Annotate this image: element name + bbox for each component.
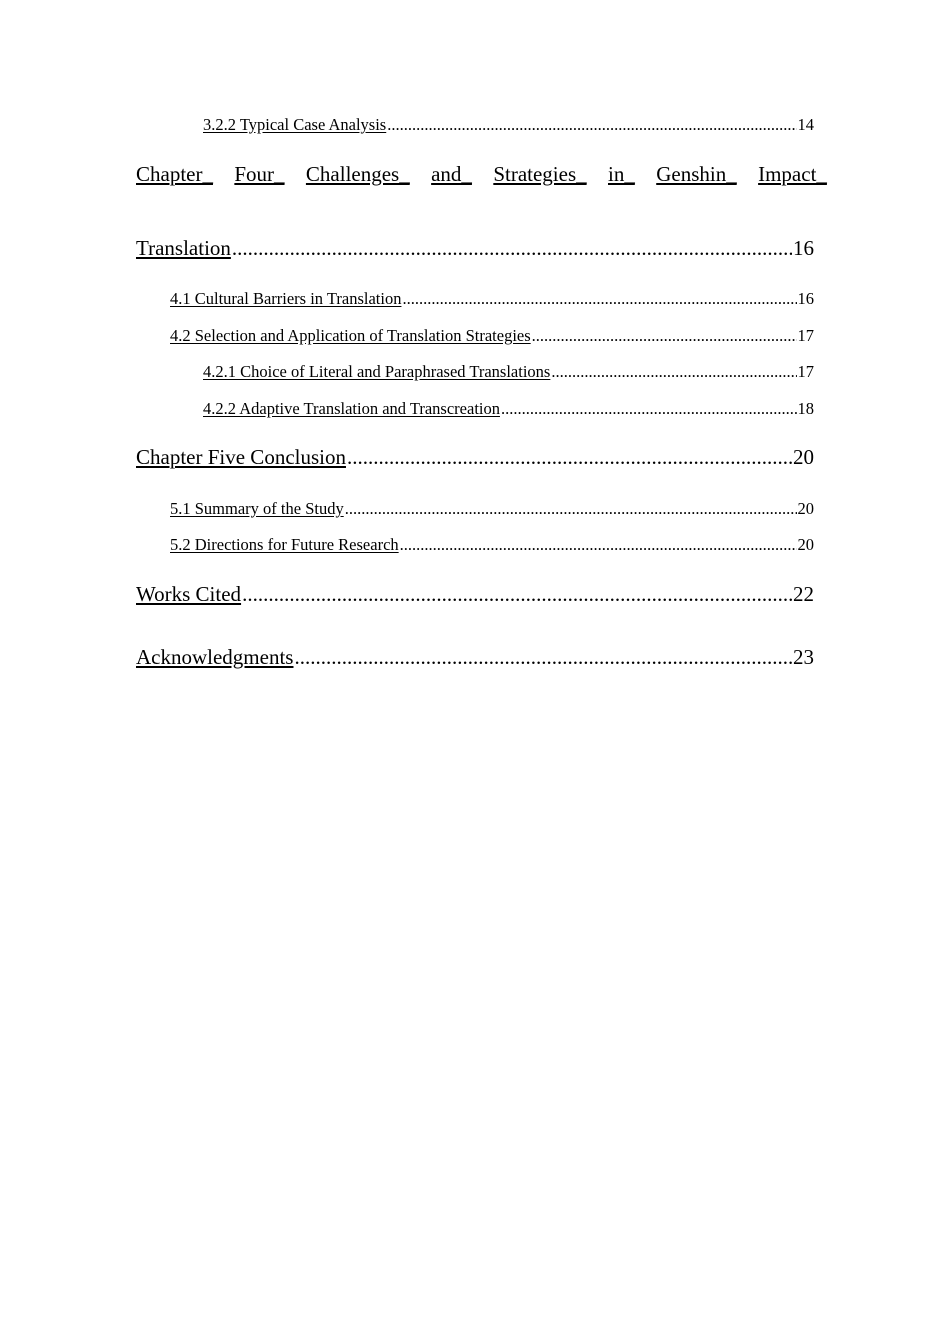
toc-entry-title[interactable]: 3.2.2 Typical Case Analysis bbox=[203, 115, 387, 134]
toc-entry-4-2[interactable] bbox=[170, 326, 814, 346]
dot-leader bbox=[347, 445, 792, 470]
dot-leader bbox=[400, 535, 797, 555]
toc-page-number: 20 bbox=[797, 499, 814, 518]
toc-entry-title[interactable]: 4.2.2 Adaptive Translation and Transcreation bbox=[203, 399, 500, 418]
toc-entry-4-1[interactable] bbox=[170, 289, 814, 309]
toc-word: Strategies_ bbox=[493, 162, 587, 186]
toc-page-number: 16 bbox=[797, 289, 814, 308]
dot-leader bbox=[387, 115, 796, 135]
toc-entry-5-1[interactable] bbox=[170, 499, 814, 519]
dot-leader bbox=[532, 326, 797, 346]
toc-entry-title[interactable]: 4.2.1 Choice of Literal and Paraphrased Translations bbox=[203, 362, 551, 381]
toc-word: Chapter_ bbox=[136, 162, 213, 186]
toc-word: Challenges_ bbox=[305, 162, 410, 186]
toc-entry-title[interactable]: Chapter Five Conclusion bbox=[136, 445, 346, 469]
toc-word: Genshin_ bbox=[656, 162, 737, 186]
toc-entry-4-2-2[interactable] bbox=[203, 399, 814, 419]
toc-works-cited[interactable] bbox=[136, 582, 814, 607]
toc-page-number: 20 bbox=[793, 445, 814, 469]
dot-leader bbox=[551, 362, 796, 382]
toc-page-number: 16 bbox=[793, 236, 814, 260]
toc-acknowledgments[interactable] bbox=[136, 645, 814, 670]
toc-entry-title[interactable]: 4.1 Cultural Barriers in Translation bbox=[170, 289, 402, 308]
dot-leader bbox=[402, 289, 796, 309]
toc-entry-4-2-1[interactable] bbox=[203, 362, 814, 382]
toc-entry-title[interactable]: Works Cited bbox=[136, 582, 242, 606]
toc-entry-5-2[interactable] bbox=[170, 535, 814, 555]
dot-leader bbox=[501, 399, 797, 419]
dot-leader bbox=[294, 645, 792, 670]
toc-word: and_ bbox=[431, 162, 472, 186]
toc-page-number: 22 bbox=[793, 582, 814, 606]
dot-leader bbox=[242, 582, 792, 607]
toc-word: in_ bbox=[608, 162, 635, 186]
toc-page-number: 20 bbox=[797, 535, 814, 554]
toc-word: Four_ bbox=[234, 162, 285, 186]
toc-chapter-four-line2[interactable] bbox=[136, 236, 814, 261]
toc-entry-3-2-2[interactable] bbox=[203, 115, 814, 135]
dot-leader bbox=[232, 236, 792, 261]
toc-page-number: 18 bbox=[797, 399, 814, 418]
dot-leader bbox=[345, 499, 797, 519]
toc-entry-title[interactable]: 4.2 Selection and Application of Translation Strategies bbox=[170, 326, 531, 345]
toc-entry-title[interactable]: 5.2 Directions for Future Research bbox=[170, 535, 399, 554]
toc-page-number: 17 bbox=[797, 326, 814, 345]
toc-chapter-four-line1[interactable] bbox=[136, 162, 827, 187]
toc-entry-title[interactable]: Translation bbox=[136, 236, 231, 260]
toc-page-number: 23 bbox=[793, 645, 814, 669]
toc-chapter-five[interactable] bbox=[136, 445, 814, 470]
toc-page-number: 17 bbox=[797, 362, 814, 381]
toc-entry-title[interactable]: Acknowledgments bbox=[136, 645, 294, 669]
toc-page-number: 14 bbox=[797, 115, 814, 134]
toc-word: Impact_ bbox=[758, 162, 827, 186]
toc-entry-title[interactable]: 5.1 Summary of the Study bbox=[170, 499, 344, 518]
